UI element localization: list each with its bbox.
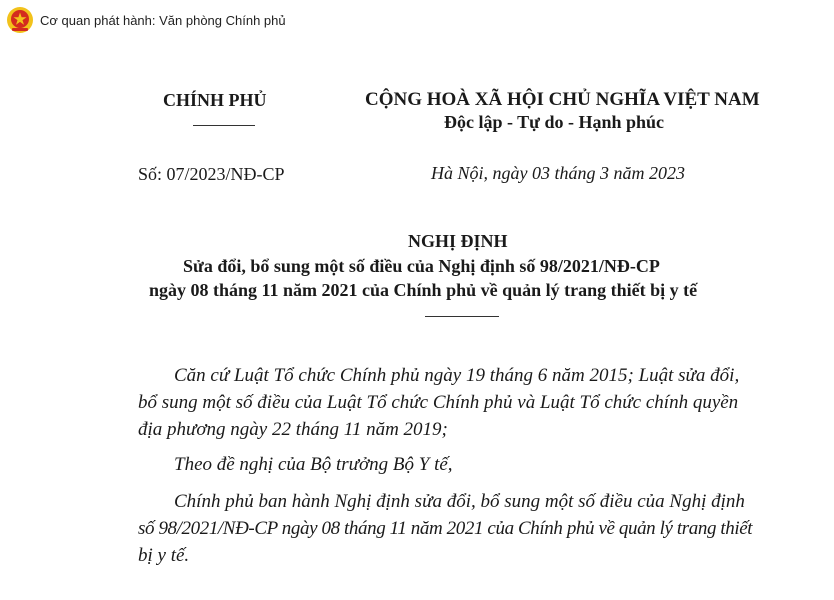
title-underline [425,316,499,317]
paragraph-1-line-1: Căn cứ Luật Tổ chức Chính phủ ngày 19 tháng 6 năm 2015; Luật sửa đổi, [174,365,740,386]
paragraph-3-line-3: bị y tế. [138,545,190,566]
paragraph-3-line-1: Chính phủ ban hành Nghị định sửa đổi, bổ sung một số điều của Nghị định [174,491,745,512]
publisher-bar [0,0,834,40]
issuer-name: CHÍNH PHỦ [163,90,267,110]
issuer-underline [193,125,255,126]
national-emblem-icon [6,6,34,34]
title-line-1: Sửa đổi, bổ sung một số điều của Nghị định số 98/2021/NĐ-CP [183,256,660,276]
document-type: NGHỊ ĐỊNH [408,231,508,251]
publisher-text: Cơ quan phát hành: Văn phòng Chính phủ [40,12,286,28]
place-date: Hà Nội, ngày 03 tháng 3 năm 2023 [431,163,685,183]
document-number: Số: 07/2023/NĐ-CP [138,164,285,184]
paragraph-1-line-2: bổ sung một số điều của Luật Tổ chức Chính phủ và Luật Tổ chức chính quyền [138,392,739,413]
document-page [0,40,834,600]
paragraph-3-line-2: số 98/2021/NĐ-CP ngày 08 tháng 11 năm 2021 của Chính phủ về quản lý trang thiết [138,518,753,539]
nation-name: CỘNG HOÀ XÃ HỘI CHỦ NGHĨA VIỆT NAM [365,89,760,110]
paragraph-1-line-3: địa phương ngày 22 tháng 11 năm 2019; [138,419,448,440]
title-line-2: ngày 08 tháng 11 năm 2021 của Chính phủ về quản lý trang thiết bị y tế [149,280,698,300]
national-motto: Độc lập - Tự do - Hạnh phúc [444,112,665,132]
paragraph-2-line-1: Theo đề nghị của Bộ trưởng Bộ Y tế, [174,454,453,475]
